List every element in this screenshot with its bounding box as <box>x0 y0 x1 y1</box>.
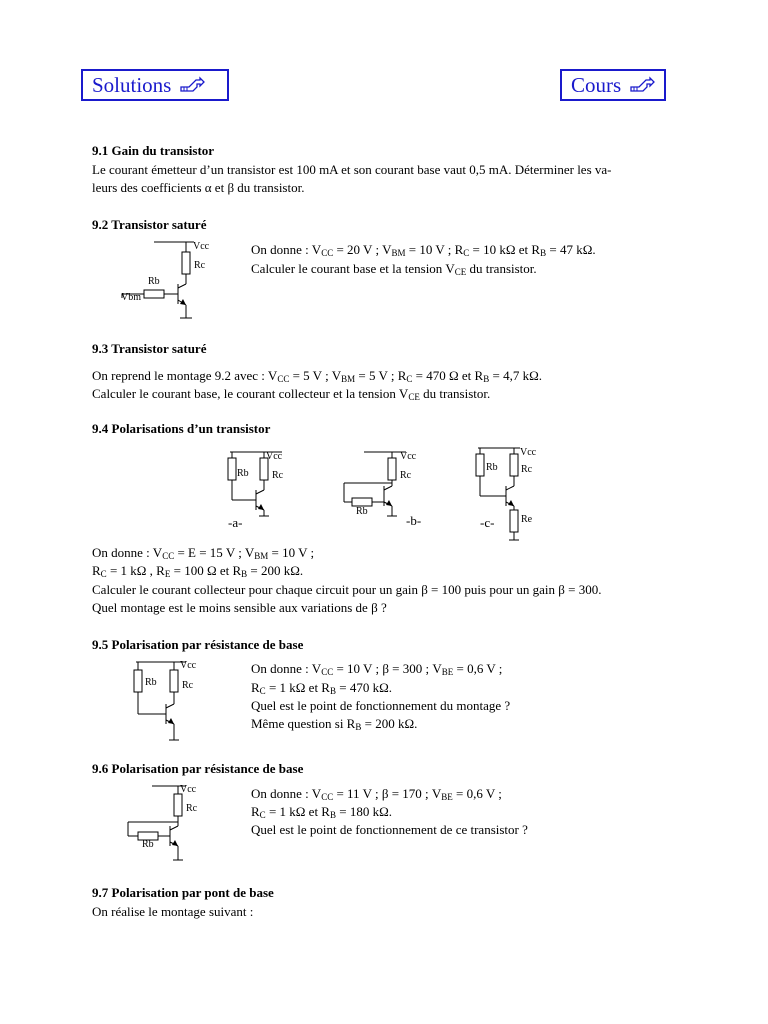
s94a-rb-label: Rb <box>237 468 249 479</box>
s94b-rc-label: Rc <box>400 470 412 481</box>
s96-vcc-label: Vcc <box>180 784 197 795</box>
cours-label: Cours <box>571 72 622 97</box>
section-9-7-title: 9.7 Polarisation par pont de base <box>92 885 274 900</box>
s96-text-2: $R_C = 1$ kΩ et $R_B = 180$ kΩ. <box>251 804 392 820</box>
s95-text-2: $R_C = 1$ kΩ et $R_B = 470$ kΩ. <box>251 680 392 696</box>
caption-a: -a- <box>228 515 243 530</box>
section-9-5-title: 9.5 Polarisation par résistance de base <box>92 637 304 652</box>
s94a-rc-label: Rc <box>272 470 284 481</box>
s95-rb-label: Rb <box>145 677 157 688</box>
s93-text-2: Calculer le courant base, le courant collecteur et la tension $V_{CE}$ du transistor. <box>92 386 491 402</box>
s95-vcc-label: Vcc <box>180 660 197 671</box>
s95-rc-label: Rc <box>182 680 194 691</box>
s94-text-4: Quel montage est le moins sensible aux variations de β ? <box>92 600 387 615</box>
section-9-2-title: 9.2 Transistor saturé <box>92 217 207 232</box>
s94c-rc-label: Rc <box>521 464 533 475</box>
s94c-rb-label: Rb <box>486 462 498 473</box>
s93-text-1: On reprend le montage 9.2 avec : $V_{CC} = 5$ V ; $V_{BM} = 5$ V ; $R_C = 470$ Ω et $R_B = 4,7$ kΩ. <box>92 368 542 384</box>
section-9-4-title: 9.4 Polarisations d’un transistor <box>92 421 271 436</box>
s95-text-3: Quel est le point de fonctionnement du montage ? <box>251 698 511 713</box>
s95-text-4: Même question si $R_B = 200$ kΩ. <box>251 716 418 732</box>
cours-button[interactable] <box>560 69 666 101</box>
s92-rb-label: Rb <box>148 276 160 287</box>
caption-b: -b- <box>406 513 422 528</box>
section-9-3-title: 9.3 Transistor saturé <box>92 341 207 356</box>
s92-vcc-label: Vcc <box>193 241 210 252</box>
s91-text-2: leurs des coefficients α et β du transistor. <box>92 180 305 195</box>
circuit-9-4a <box>220 446 300 520</box>
s92-rc-label: Rc <box>194 260 206 271</box>
s92-text-2: Calculer le courant base et la tension $V_{CE}$ du transistor. <box>251 261 537 277</box>
s94-text-3: Calculer le courant collecteur pour chaque circuit pour un gain β = 100 puis pour un gain β = 300. <box>92 582 602 597</box>
section-9-6-title: 9.6 Polarisation par résistance de base <box>92 761 304 776</box>
s96-text-1: On donne : $V_{CC} = 11$ V ; β = 170 ; $V_{BE} = 0,6$ V ; <box>251 786 502 802</box>
s94a-vcc-label: Vcc <box>266 451 283 462</box>
solutions-label: Solutions <box>92 72 172 97</box>
s92-vbm-label: Vbm <box>121 292 141 303</box>
s94c-vcc-label: Vcc <box>520 447 537 458</box>
section-9-1-title: 9.1 Gain du transistor <box>92 143 215 158</box>
s96-rc-label: Rc <box>186 803 198 814</box>
hand-pointer-icon <box>629 76 655 94</box>
hand-pointer-icon <box>179 76 205 94</box>
s94-text-2: $R_C = 1$ kΩ , $R_E = 100$ Ω et $R_B = 200$ kΩ. <box>92 563 304 579</box>
s92-text-1: On donne : $V_{CC} = 20$ V ; $V_{BM} = 10$ V ; $R_C = 10$ kΩ et $R_B = 47$ kΩ. <box>251 242 596 258</box>
s94c-re-label: Re <box>521 514 533 525</box>
s96-rb-label: Rb <box>142 839 154 850</box>
s94b-vcc-label: Vcc <box>400 451 417 462</box>
s94-text-1: On donne : $V_{CC} = E = 15$ V ; $V_{BM} = 10$ V ; <box>92 545 315 561</box>
s91-text-1: Le courant émetteur d’un transistor est 100 mA et son courant base vaut 0,5 mA. Déterminer les va- <box>92 162 612 177</box>
s94b-rb-label: Rb <box>356 506 368 517</box>
s95-text-1: On donne : $V_{CC} = 10$ V ; β = 300 ; $V_{BE} = 0,6$ V ; <box>251 661 503 677</box>
s97-text-1: On réalise le montage suivant : <box>92 904 254 919</box>
s96-text-3: Quel est le point de fonctionnement de ce transistor ? <box>251 822 528 837</box>
caption-c: -c- <box>480 515 495 530</box>
solutions-button[interactable] <box>81 69 229 101</box>
